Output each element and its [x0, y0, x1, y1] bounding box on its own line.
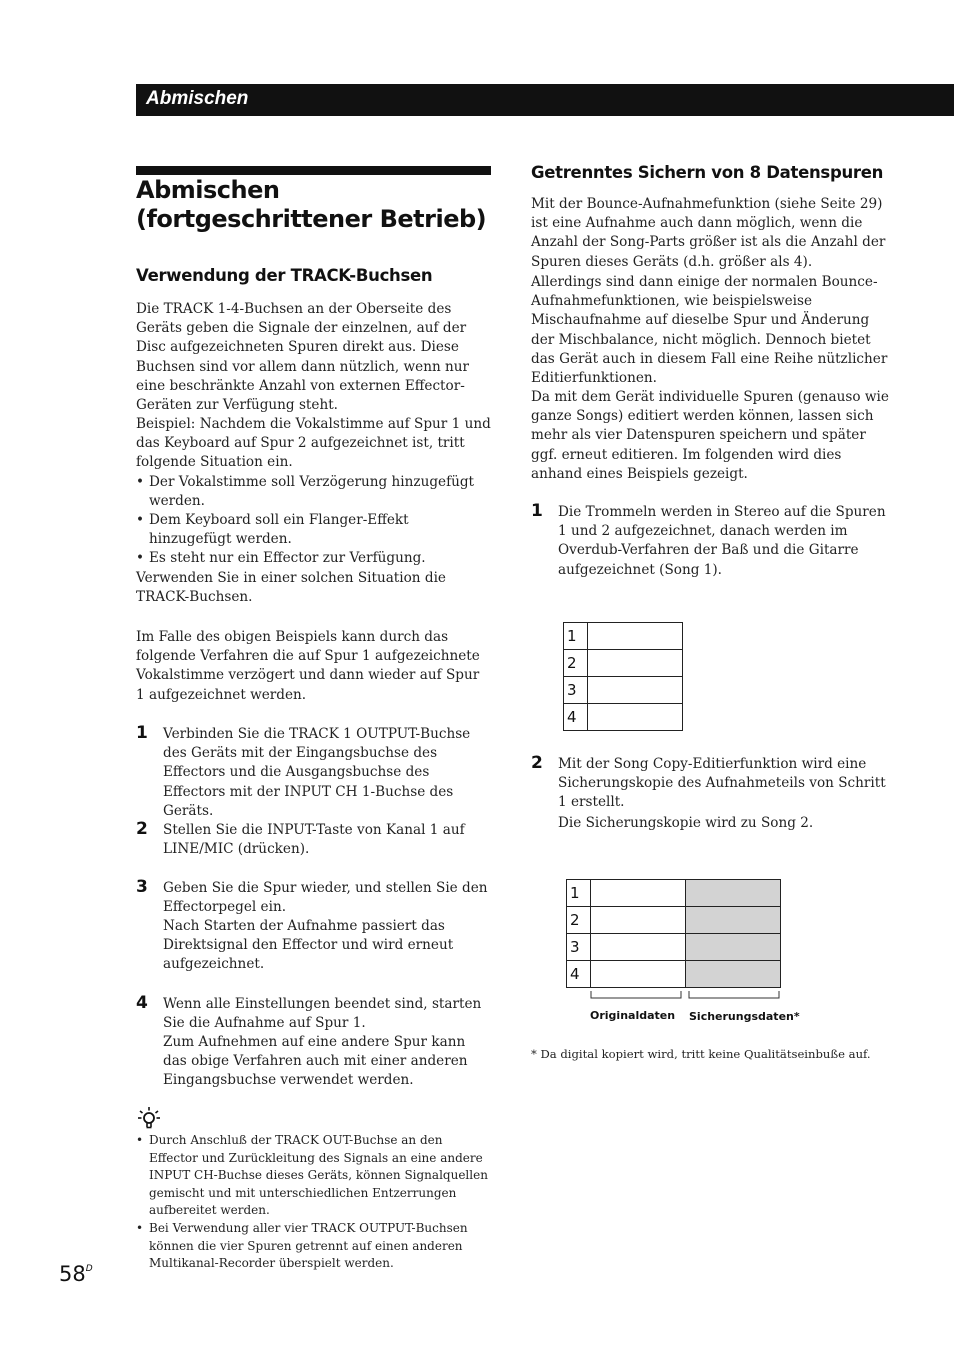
example-paragraph: Beispiel: Nachdem die Vokalstimme auf Spur 1 und das Keyboard auf Spur 2 aufgezeichnet ist, tritt folgende Situation ein. [136, 416, 491, 471]
step-number: 1 [136, 723, 148, 743]
list-item: • Dem Keyboard soll ein Flanger-Effekt hinzugefügt werden. [136, 511, 492, 549]
step-text: Verbinden Sie die TRACK 1 OUTPUT-Buchse des Geräts mit der Eingangsbuchse des Effectors und die Ausgangsbuchse des Effectors mit der INPUT CH 1-Buchse des Geräts. [163, 726, 471, 819]
table-row [567, 907, 781, 934]
table-row [567, 961, 781, 988]
bracket-lines [585, 990, 785, 1002]
original-cell [591, 880, 686, 907]
table-row [564, 704, 683, 731]
list-item: • Es steht nur ein Effector zur Verfügung. [136, 549, 492, 568]
page-title: Abmischen (fortgeschrittener Betrieb) [136, 176, 487, 233]
track-number: 3 [567, 934, 591, 961]
step-text: Stellen Sie die INPUT-Taste von Kanal 1 auf LINE/MIC (drücken). [163, 822, 465, 858]
step-text: Die Trommeln werden in Stereo auf die Spuren 1 und 2 aufgezeichnet, danach werden im Overdub-Verfahren der Baß und die Gitarre aufgezeichnet (Song 1). [558, 504, 886, 578]
backup-data-caption: Sicherungsdaten* [689, 1010, 800, 1023]
section-header-bar [136, 84, 954, 116]
backup-cell [686, 880, 781, 907]
original-bracket [591, 991, 681, 998]
tips-block [136, 1132, 492, 1273]
track-number: 2 [567, 907, 591, 934]
tips-list [136, 1132, 492, 1273]
track-number: 4 [567, 961, 591, 988]
step-number: 3 [136, 877, 148, 897]
table-row [564, 650, 683, 677]
right-paragraph-3: Da mit dem Gerät individuelle Spuren (genauso wie ganze Songs) editiert werden können, lassen sich mehr als vier Datenspuren speichern und später ggf. erneut editieren. Im folgenden wird dies anhand eines Beispiels gezeigt. [531, 389, 889, 482]
footnote: * Da digital kopiert wird, tritt keine Qualitätseinbuße auf. [531, 1047, 871, 1061]
step-number: 2 [136, 819, 148, 839]
track-cell [588, 623, 683, 650]
track-cell [588, 677, 683, 704]
track-number: 1 [567, 880, 591, 907]
list-item: • Der Vokalstimme soll Verzögerung hinzugefügt werden. [136, 473, 492, 511]
title-rule [136, 166, 491, 175]
step-note: Zum Aufnehmen auf eine andere Spur kann das obige Verfahren auch mit einer anderen Eingangsbuchse verwendet werden. [163, 1034, 468, 1089]
track-number: 1 [564, 623, 588, 650]
step-note: Die Sicherungskopie wird zu Song 2. [558, 815, 814, 831]
procedure-intro: Im Falle des obigen Beispiels kann durch das folgende Verfahren die auf Spur 1 aufgezeichnete Vokalstimme verzögert und dann wieder auf Spur 1 aufgezeichnet werden. [136, 629, 480, 703]
backup-cell [686, 907, 781, 934]
step-number: 2 [531, 753, 543, 773]
page-number-suffix: D [85, 1264, 93, 1274]
example-block [136, 415, 492, 607]
step-text: Geben Sie die Spur wieder, und stellen Sie den Effectorpegel ein. [163, 880, 488, 916]
track-cell [588, 704, 683, 731]
original-cell [591, 934, 686, 961]
list-item: • Bei Verwendung aller vier TRACK OUTPUT-Buchsen können die vier Spuren getrennt auf einen anderen Multikanal-Recorder überspielt werden. [136, 1220, 492, 1273]
step-number: 1 [531, 501, 543, 521]
track-jacks-heading: Verwendung der TRACK-Buchsen [136, 266, 433, 285]
section-title: Abmischen [146, 88, 249, 109]
lightbulb-icon [137, 1106, 161, 1132]
backup-cell [686, 934, 781, 961]
use-paragraph: Verwenden Sie in einer solchen Situation die TRACK-Buchsen. [136, 569, 446, 605]
step-text: Mit der Song Copy-Editierfunktion wird eine Sicherungskopie des Aufnahmeteils von Schritt 1 erstellt. [558, 756, 886, 811]
right-paragraph-2: Allerdings sind dann einige der normalen Bounce-Aufnahmefunktionen, wie beispielsweise Mischaufnahme auf dieselbe Spur und Änderung der Mischbalance, nicht möglich. Dennoch bietet das Gerät auch in diesem Fall eine Reihe nützlicher Editierfunktionen. [531, 274, 888, 387]
page-number-value: 58 [59, 1262, 86, 1286]
step-note: Nach Starten der Aufnahme passiert das Direktsignal den Effector und wird erneut aufgezeichnet. [163, 918, 454, 973]
track-cell [588, 650, 683, 677]
right-paragraph-1: Mit der Bounce-Aufnahmefunktion (siehe Seite 29) ist eine Aufnahme auch dann möglich, wenn die Anzahl der Song-Parts größer ist als die Anzahl der Spuren dieses Geräts (d.h. größer als 4). [531, 196, 886, 270]
original-cell [591, 907, 686, 934]
step-text: Wenn alle Einstellungen beendet sind, starten Sie die Aufnahme auf Spur 1. [163, 996, 482, 1032]
backup-bracket [689, 991, 779, 998]
backup-cell [686, 961, 781, 988]
backup-heading: Getrenntes Sichern von 8 Datenspuren [531, 163, 884, 182]
table-row [564, 623, 683, 650]
original-cell [591, 961, 686, 988]
step-number: 4 [136, 993, 148, 1013]
track-table-song-1 [563, 622, 683, 731]
track-number: 4 [564, 704, 588, 731]
intro-paragraph: Die TRACK 1-4-Buchsen an der Oberseite des Geräts geben die Signale der einzelnen, auf der Disc aufgezeichneten Spuren direkt aus. Diese Buchsen sind vor allem dann nützlich, wenn nur eine beschränkte Anzahl von externen Effector-Geräten zur Verfügung steht. [136, 301, 470, 414]
original-data-caption: Originaldaten [590, 1009, 676, 1022]
table-row [564, 677, 683, 704]
track-number: 2 [564, 650, 588, 677]
table-row [567, 934, 781, 961]
page-number [59, 1262, 93, 1286]
example-bullets [136, 473, 492, 569]
track-number: 3 [564, 677, 588, 704]
table-row [567, 880, 781, 907]
track-table-song-2 [566, 879, 781, 988]
list-item: • Durch Anschluß der TRACK OUT-Buchse an den Effector und Zurückleitung des Signals an eine andere INPUT CH-Buchse dieses Geräts, können Signalquellen gemischt und mit unterschiedlichen Entzerrungen aufbereitet werden. [136, 1132, 492, 1220]
